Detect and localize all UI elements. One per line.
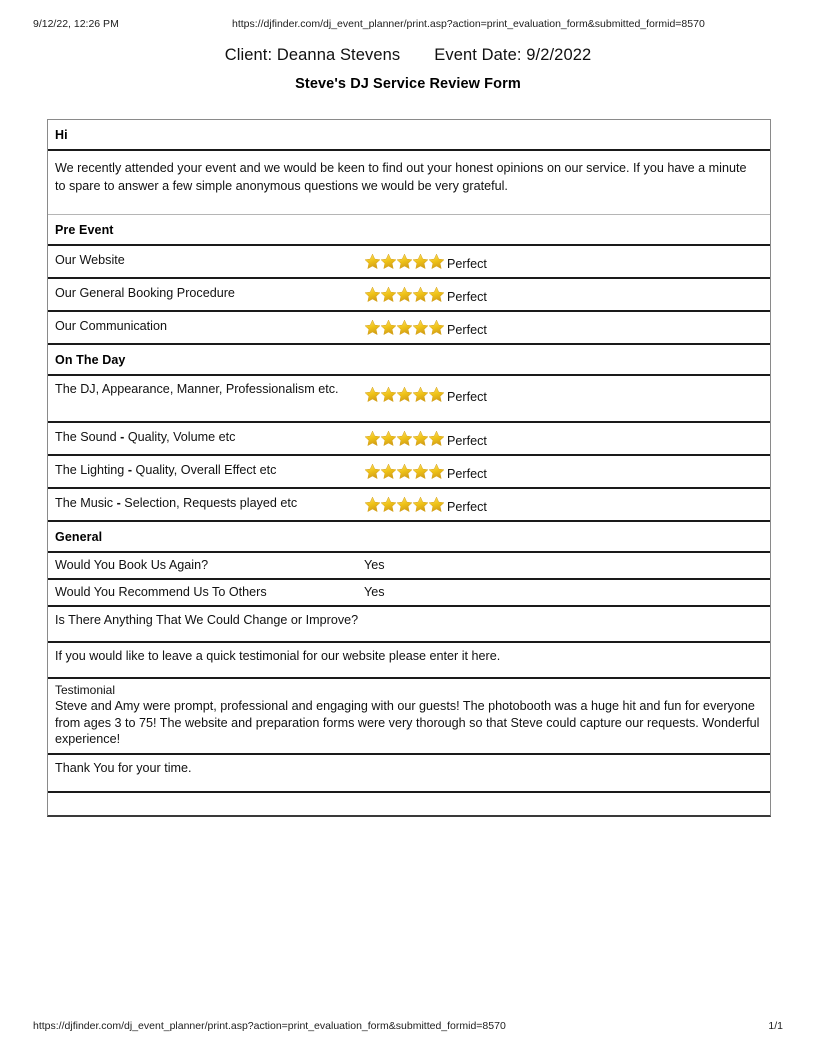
question-label: Would You Recommend Us To Others	[55, 584, 267, 599]
client-and-date-line	[0, 46, 816, 65]
rating-cell	[364, 279, 487, 310]
rating-word: Perfect	[447, 323, 487, 337]
print-header	[0, 18, 816, 32]
review-form-table	[47, 119, 771, 817]
section-label: On The Day	[55, 352, 126, 367]
question-label: Our Website	[55, 252, 125, 267]
question-prefix: The Sound	[55, 429, 117, 444]
question-label: Is There Anything That We Could Change or Improve?	[55, 612, 359, 627]
rating-word: Perfect	[447, 390, 487, 404]
question-dash: -	[127, 462, 133, 477]
rating-cell	[364, 423, 487, 454]
page-title: Steve's DJ Service Review Form	[295, 76, 521, 92]
testimonial-text: Steve and Amy were prompt, professional and engaging with our guests! The photobooth was a huge hit and fun for everyone from ages 3 to 75! The website and preparation forms were very thorough so that Steve could capture our requests. Wonderful experience!	[55, 699, 760, 747]
star-rating	[364, 286, 444, 303]
print-header-url: https://djfinder.com/dj_event_planner/print.asp?action=print_evaluation_form&submitted_formid=8570	[232, 18, 705, 30]
print-footer-url: https://djfinder.com/dj_event_planner/print.asp?action=print_evaluation_form&submitted_formid=8570	[33, 1020, 506, 1032]
question-label	[55, 462, 360, 479]
rating-cell	[364, 489, 487, 520]
answer-value: Yes	[364, 557, 385, 572]
rating-word: Perfect	[447, 434, 487, 448]
rating-cell	[364, 312, 487, 343]
question-prefix: The Music	[55, 495, 114, 510]
intro-text: We recently attended your event and we would be keen to find out your honest opinions on our service. If you have a minute to spare to answer a few simple anonymous questions we would be very grateful.	[55, 161, 747, 194]
section-label: General	[55, 529, 103, 544]
rating-row-the-sound	[48, 423, 770, 456]
rating-row-communication	[48, 312, 770, 345]
testimonial-row	[48, 679, 770, 755]
question-prefix: The Lighting	[55, 462, 125, 477]
answer-value: Yes	[364, 584, 385, 599]
trailing-blank-row	[48, 793, 770, 815]
question-label: Would You Book Us Again?	[55, 557, 209, 572]
rating-cell	[364, 378, 487, 411]
rating-word: Perfect	[447, 257, 487, 271]
question-rest: Quality, Volume etc	[127, 429, 236, 444]
rating-row-the-lighting	[48, 456, 770, 489]
section-header-pre-event	[48, 215, 770, 246]
question-row-testimonial-prompt	[48, 643, 770, 679]
question-row-change-or-improve	[48, 607, 770, 643]
section-label: Hi	[55, 128, 68, 142]
rating-row-booking-procedure	[48, 279, 770, 312]
star-rating	[364, 430, 444, 447]
question-label	[55, 495, 360, 512]
closing-text: Thank You for your time.	[55, 760, 192, 775]
event-date: Event Date: 9/2/2022	[434, 46, 592, 64]
intro-paragraph-row	[48, 151, 770, 215]
question-rest: Quality, Overall Effect etc	[135, 462, 277, 477]
rating-cell	[364, 246, 487, 277]
rating-row-the-music	[48, 489, 770, 522]
question-label	[55, 429, 360, 446]
question-dash: -	[116, 495, 121, 510]
print-footer	[0, 1020, 816, 1034]
question-rest: Selection, Requests played etc	[124, 495, 298, 510]
section-label: Pre Event	[55, 222, 114, 237]
rating-cell	[364, 456, 487, 487]
section-header-hi	[48, 120, 770, 151]
rating-word: Perfect	[447, 290, 487, 304]
client-name: Client: Deanna Stevens	[224, 46, 401, 64]
question-label: The DJ, Appearance, Manner, Professionalism etc.	[55, 381, 339, 396]
question-row-recommend	[48, 580, 770, 607]
rating-row-our-website	[48, 246, 770, 279]
star-rating	[364, 463, 444, 480]
rating-word: Perfect	[447, 500, 487, 514]
testimonial-label: Testimonial	[55, 682, 116, 697]
star-rating	[364, 386, 444, 403]
print-footer-page-number: 1/1	[768, 1020, 783, 1032]
question-label: If you would like to leave a quick testimonial for our website please enter it here.	[55, 648, 501, 663]
question-dash: -	[120, 429, 125, 444]
star-rating	[364, 253, 444, 270]
question-label: Our Communication	[55, 318, 167, 333]
print-header-date: 9/12/22, 12:26 PM	[33, 18, 119, 30]
star-rating	[364, 319, 444, 336]
document-header	[0, 46, 816, 92]
rating-row-the-dj	[48, 376, 770, 423]
section-header-general	[48, 522, 770, 553]
rating-word: Perfect	[447, 467, 487, 481]
question-row-book-again	[48, 553, 770, 580]
section-header-on-the-day	[48, 345, 770, 376]
closing-row	[48, 755, 770, 793]
question-label: Our General Booking Procedure	[55, 285, 235, 300]
star-rating	[364, 496, 444, 513]
